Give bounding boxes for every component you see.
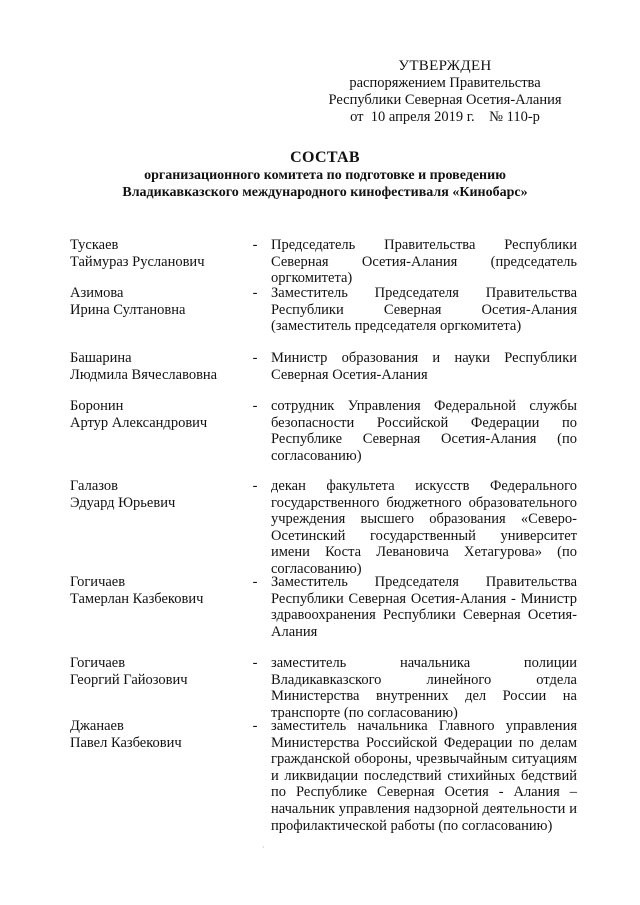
approval-line-1: распоряжением Правительства <box>349 75 541 91</box>
approval-stamp <box>320 58 570 126</box>
member-surname: Гогичаев <box>70 655 126 671</box>
scan-speck: · <box>262 843 265 852</box>
member-given-name: Эдуард Юрьевич <box>70 494 176 511</box>
member-dash: - <box>252 350 258 366</box>
document-subtitle-line-1: организационного комитета по подготовке и проведению <box>144 168 506 183</box>
member-surname: Азимова <box>70 285 124 301</box>
member-role: Министр образования и науки Республики Северная Осетия-Алания <box>271 350 577 383</box>
member-dash: - <box>252 237 258 253</box>
member-role: заместитель начальника Главного управления Министерства Российской Федерации по делам гражданской обороны, чрезвычайным ситуациям и ликвидации последствий стихийных бедствий по Республике Северная Осетия - Алания – начальник управления надзорной деятельности и профилактической работы (по согласованию) <box>271 718 577 834</box>
document-title: СОСТАВ <box>290 149 360 166</box>
member-name <box>70 655 240 688</box>
document-heading <box>70 148 580 201</box>
member-surname: Башарина <box>70 350 132 366</box>
member-given-name: Тамерлан Казбекович <box>70 590 204 607</box>
member-dash: - <box>252 718 258 734</box>
member-dash: - <box>252 398 258 414</box>
member-role: Заместитель Председателя Правительства Республики Северная Осетия-Алания - Министр здравоохранения Республики Северная Осетия-Алания <box>271 574 577 640</box>
member-role: Заместитель Председателя Правительства Республики Северная Осетия-Алания (заместитель председателя оргкомитета) <box>271 285 577 335</box>
member-given-name: Георгий Гайозович <box>70 671 188 688</box>
member-surname: Джанаев <box>70 718 124 734</box>
member-name <box>70 237 240 270</box>
member-name <box>70 718 240 751</box>
member-surname: Гогичаев <box>70 574 126 590</box>
member-given-name: Павел Казбекович <box>70 734 182 751</box>
member-name <box>70 398 240 431</box>
approval-status: УТВЕРЖДЕН <box>398 58 492 74</box>
member-dash: - <box>252 574 258 590</box>
member-name <box>70 350 240 383</box>
member-surname: Галазов <box>70 478 118 494</box>
member-given-name: Таймураз Русланович <box>70 253 205 270</box>
approval-line-3: от 10 апреля 2019 г. № 110-р <box>350 109 540 125</box>
member-surname: Боронин <box>70 398 124 414</box>
member-role: сотрудник Управления Федеральной службы безопасности Российской Федерации по Республике Северная Осетия-Алания (по согласованию) <box>271 398 577 464</box>
member-role: заместитель начальника полиции Владикавказского линейного отдела Министерства внутренних дел России на транспорте (по согласованию) <box>271 655 577 721</box>
member-dash: - <box>252 655 258 671</box>
member-given-name: Ирина Султановна <box>70 301 186 318</box>
member-name <box>70 285 240 318</box>
member-surname: Тускаев <box>70 237 119 253</box>
member-name <box>70 574 240 607</box>
member-given-name: Людмила Вячеславовна <box>70 366 218 383</box>
member-dash: - <box>252 285 258 301</box>
document-subtitle-line-2: Владикавказского международного кинофестиваля «Кинобарс» <box>122 185 528 200</box>
member-role: Председатель Правительства Республики Северная Осетия-Алания (председатель оргкомитета) <box>271 237 577 287</box>
member-name <box>70 478 240 511</box>
member-role: декан факультета искусств Федерального государственного бюджетного образовательного учреждения высшего образования «Северо-Осетинский государственный университет имени Коста Левановича Хетагурова» (по согласованию) <box>271 478 577 577</box>
approval-line-2: Республики Северная Осетия-Алания <box>328 92 562 108</box>
member-dash: - <box>252 478 258 494</box>
member-given-name: Артур Александрович <box>70 414 208 431</box>
